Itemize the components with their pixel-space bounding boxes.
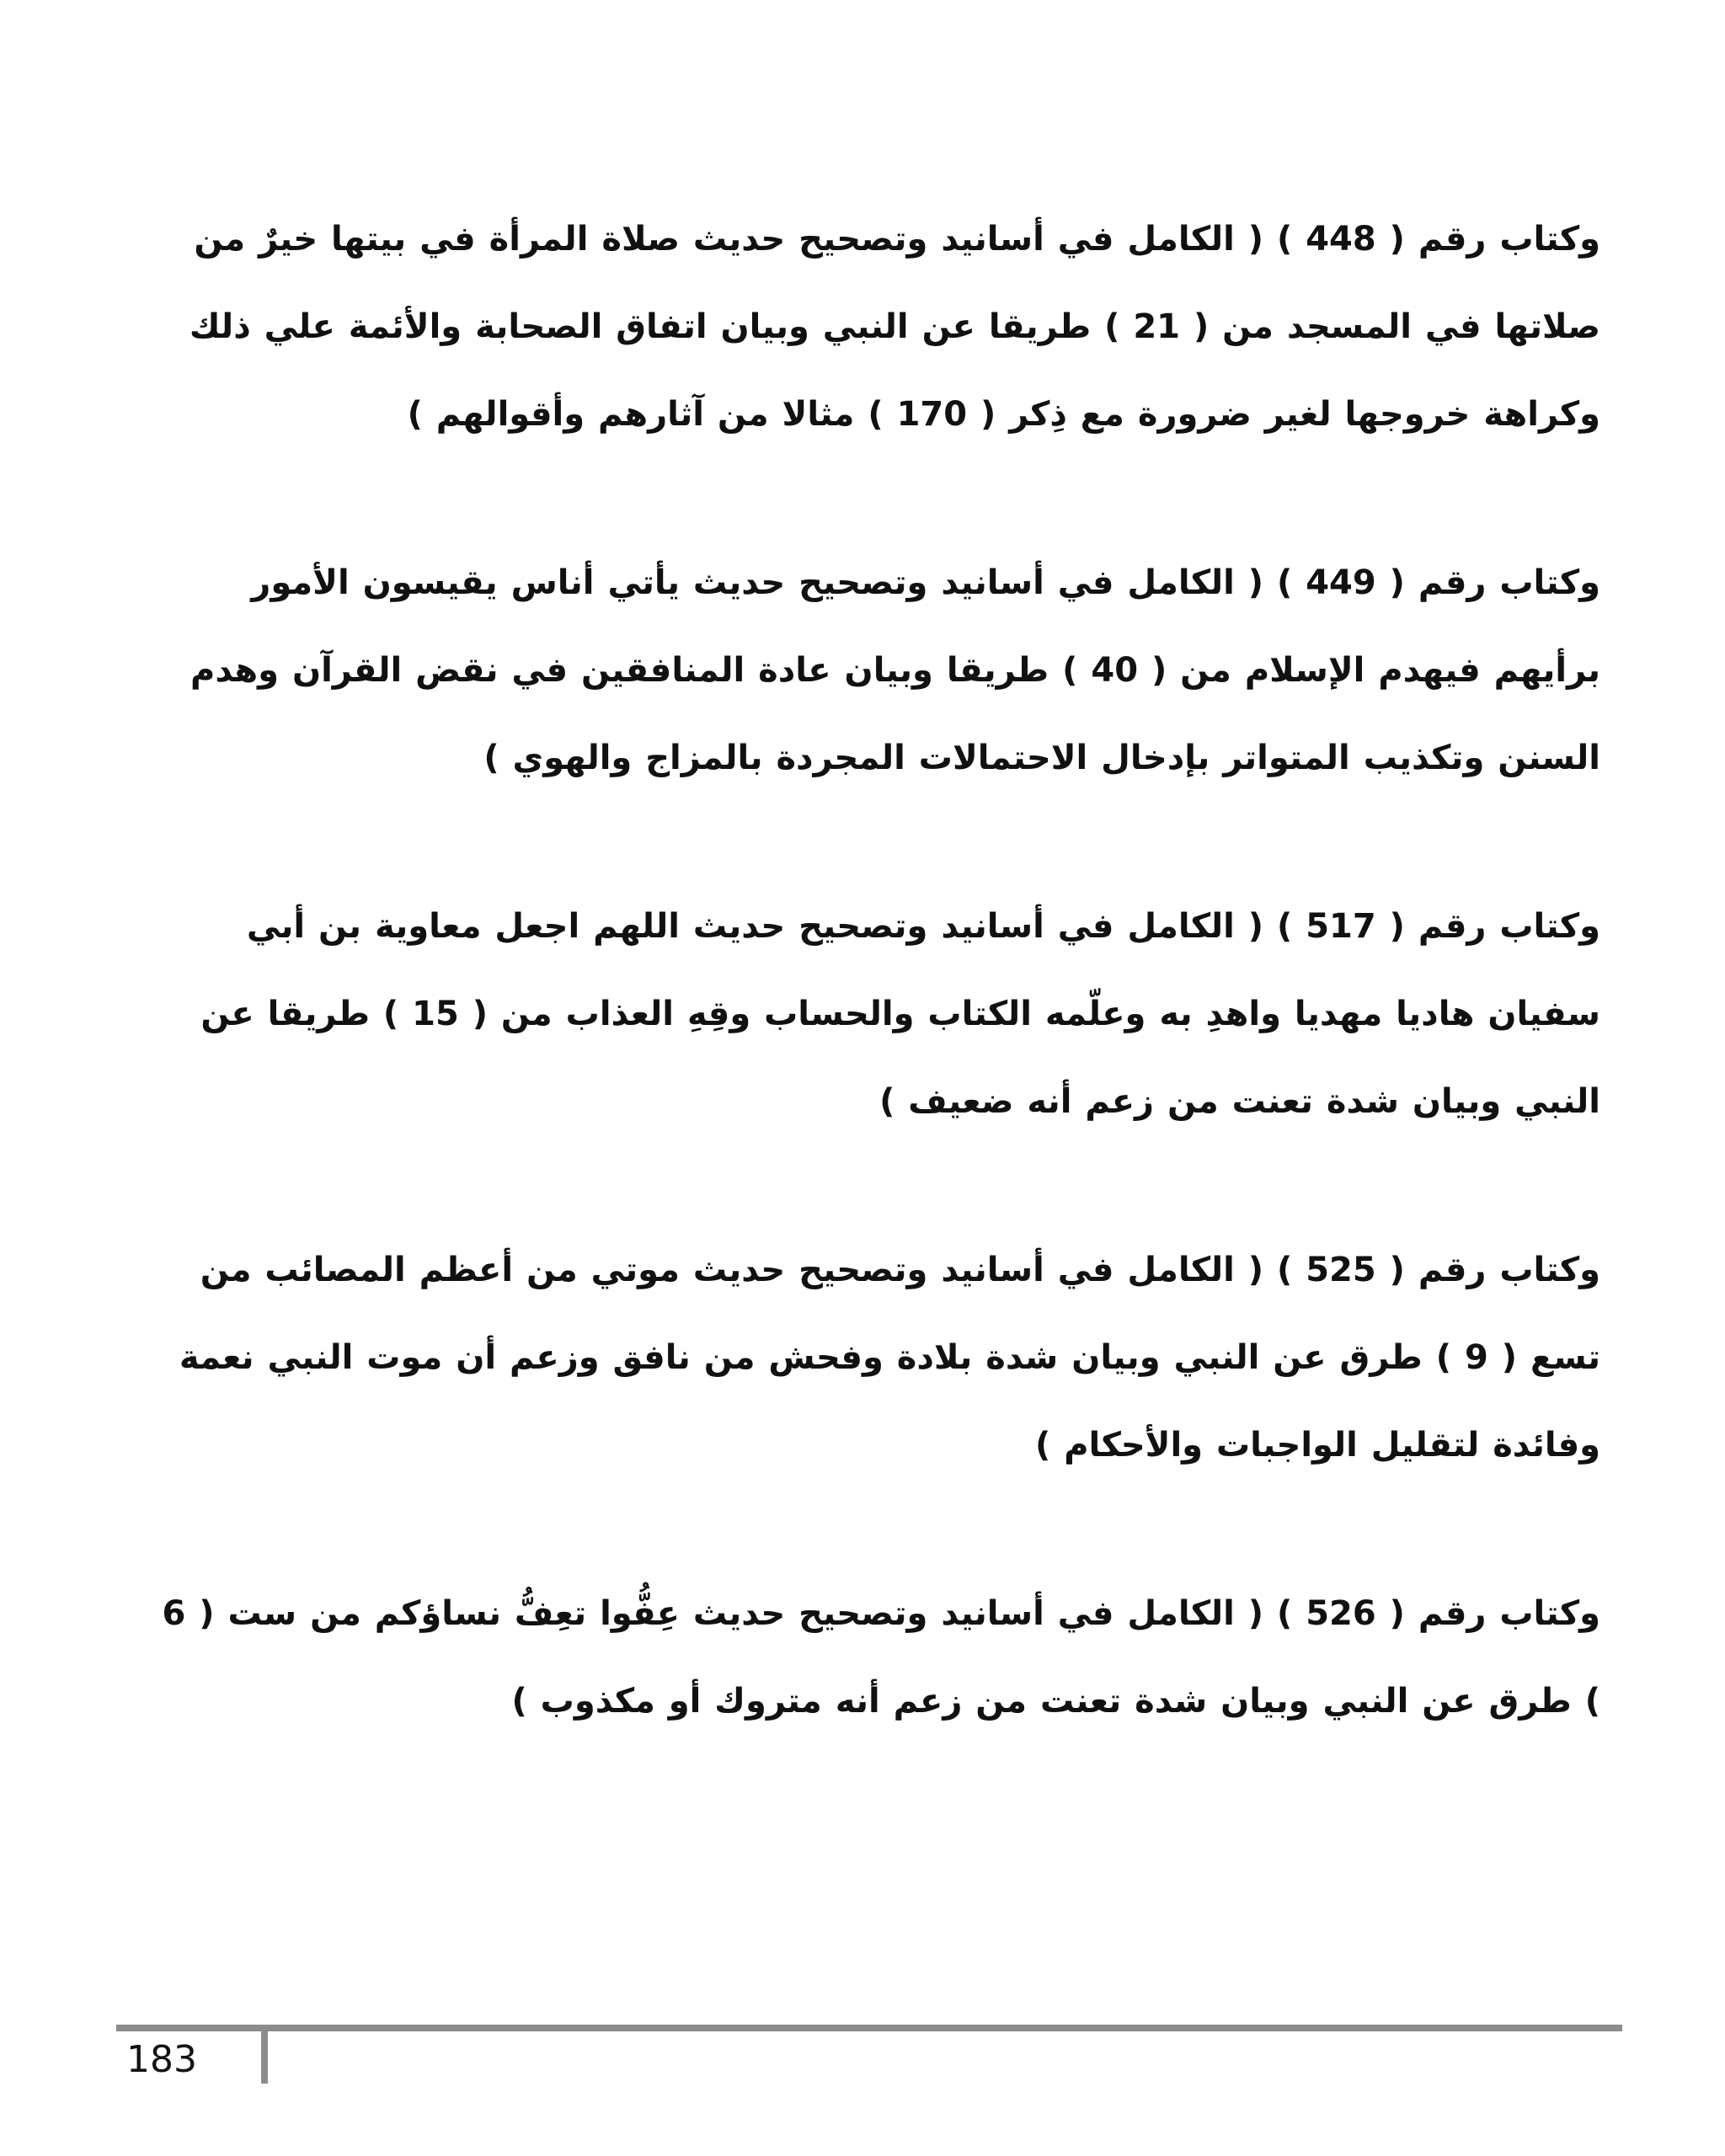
book-entry-449: وكتاب رقم ( 449 ) ( الكامل في أسانيد وتصحيح حديث يأتي أناس يقيسون الأمور برأيهم فيهدم الإسلام من ( 40 ) طريقا وبيان عادة المنافقين في نقض القرآن وهدم السنن وتكذيب المتواتر بإدخال الاحتمالات المجردة بالمزاج والهوي ) [190,563,1600,777]
book-entry-448: وكتاب رقم ( 448 ) ( الكامل في أسانيد وتصحيح حديث صلاة المرأة في بيتها خيرٌ من صلاتها في المسجد من ( 21 ) طريقا عن النبي وبيان اتفاق الصحابة والأئمة علي ذلك وكراهة خروجها لغير ضرورة مع ذِكر ( 170 ) مثالا من آثارهم وأقوالهم ) [189,220,1600,434]
page-number: 183 [126,2038,197,2081]
footer-divider [116,2025,1622,2031]
footer-divider-tick [261,2025,268,2084]
book-entry-526: وكتاب رقم ( 526 ) ( الكامل في أسانيد وتصحيح حديث عِفُّوا تعِفُّ نساؤكم من ست ( 6 ) طرق عن النبي وبيان شدة تعنت من زعم أنه متروك أو مكذوب ) [162,1594,1600,1721]
book-entry-517: وكتاب رقم ( 517 ) ( الكامل في أسانيد وتصحيح حديث اللهم اجعل معاوية بن أبي سفيان هاديا مهديا واهدِ به وعلّمه الكتاب والحساب وقِهِ العذاب من ( 15 ) طريقا عن النبي وبيان شدة تعنت من زعم أنه ضعيف ) [200,907,1600,1121]
book-entry-525: وكتاب رقم ( 525 ) ( الكامل في أسانيد وتصحيح حديث موتي من أعظم المصائب من تسع ( 9 ) طرق عن النبي وبيان شدة بلادة وفحش من نافق وزعم أن موت النبي نعمة وفائدة لتقليل الواجبات والأحكام ) [179,1251,1600,1465]
book-list [152,195,1600,1826]
